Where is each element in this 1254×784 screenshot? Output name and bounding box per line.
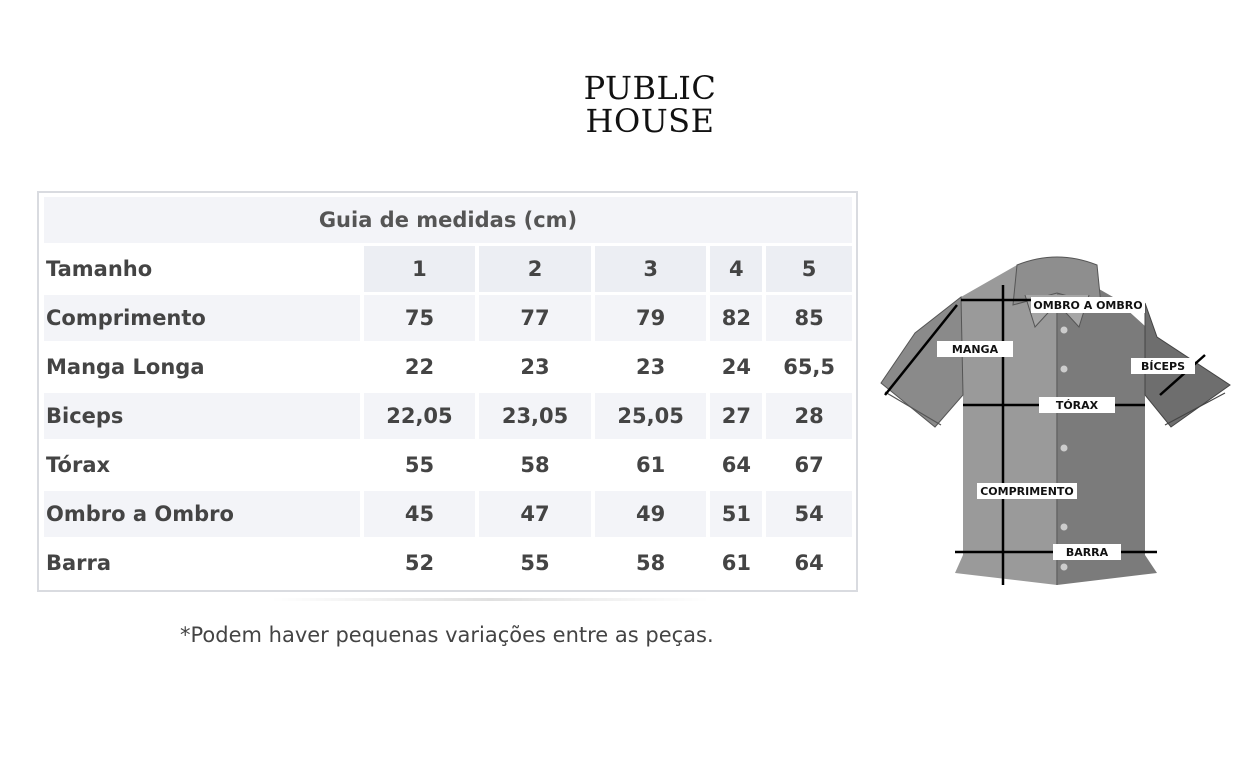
cell: 65,5 — [766, 344, 852, 390]
table-row — [44, 295, 852, 341]
table-row — [44, 442, 852, 488]
cell: 22,05 — [364, 393, 476, 439]
size-header: 3 — [595, 246, 707, 292]
label-biceps-text: BÍCEPS — [1140, 360, 1186, 373]
label-length — [977, 483, 1077, 499]
row-label: Barra — [44, 540, 360, 586]
cell: 61 — [710, 540, 762, 586]
button-icon — [1061, 524, 1068, 531]
row-label: Biceps — [44, 393, 360, 439]
cell: 49 — [595, 491, 707, 537]
label-sleeve — [937, 341, 1013, 357]
size-header: 2 — [479, 246, 591, 292]
header-label: Tamanho — [44, 246, 360, 292]
cell: 82 — [710, 295, 762, 341]
cell: 52 — [364, 540, 476, 586]
cell: 25,05 — [595, 393, 707, 439]
label-sleeve-text: MANGA — [951, 343, 999, 356]
cell: 45 — [364, 491, 476, 537]
cell: 22 — [364, 344, 476, 390]
cell: 23,05 — [479, 393, 591, 439]
label-shoulder-text: OMBRO A OMBRO — [1033, 299, 1143, 312]
table-row — [44, 540, 852, 586]
table-row — [44, 344, 852, 390]
button-icon — [1061, 327, 1068, 334]
cell: 23 — [479, 344, 591, 390]
cell: 61 — [595, 442, 707, 488]
brand-logo — [560, 69, 740, 140]
cell: 47 — [479, 491, 591, 537]
shirt-left-sleeve — [881, 297, 963, 427]
label-hem — [1053, 544, 1121, 560]
cell: 28 — [766, 393, 852, 439]
cell: 85 — [766, 295, 852, 341]
cell: 55 — [479, 540, 591, 586]
button-icon — [1061, 366, 1068, 373]
row-label: Ombro a Ombro — [44, 491, 360, 537]
cell: 23 — [595, 344, 707, 390]
table-row — [44, 491, 852, 537]
brand-line-2: HOUSE — [585, 102, 715, 140]
size-guide-table — [37, 191, 858, 592]
label-length-text: COMPRIMENTO — [980, 485, 1074, 498]
cell: 51 — [710, 491, 762, 537]
button-icon — [1061, 445, 1068, 452]
cell: 58 — [595, 540, 707, 586]
button-icon — [1061, 564, 1068, 571]
cell: 79 — [595, 295, 707, 341]
row-label: Manga Longa — [44, 344, 360, 390]
cell: 75 — [364, 295, 476, 341]
cell: 24 — [710, 344, 762, 390]
cell: 77 — [479, 295, 591, 341]
table-title: Guia de medidas (cm) — [44, 197, 852, 243]
cell: 27 — [710, 393, 762, 439]
cell: 64 — [710, 442, 762, 488]
cell: 55 — [364, 442, 476, 488]
size-header: 1 — [364, 246, 476, 292]
row-label: Tórax — [44, 442, 360, 488]
brand-line-1: PUBLIC — [583, 69, 717, 107]
size-header: 4 — [710, 246, 762, 292]
label-chest-text: TÓRAX — [1055, 399, 1099, 412]
label-biceps — [1131, 358, 1195, 374]
cell: 67 — [766, 442, 852, 488]
shirt-diagram — [875, 255, 1240, 595]
table-row — [44, 393, 852, 439]
table-shadow — [270, 598, 710, 601]
size-header: 5 — [766, 246, 852, 292]
label-shoulder — [1031, 297, 1145, 313]
label-hem-text: BARRA — [1065, 546, 1109, 559]
label-chest — [1039, 397, 1115, 413]
variation-note: *Podem haver pequenas variações entre as peças. — [180, 623, 714, 647]
cell: 64 — [766, 540, 852, 586]
cell: 54 — [766, 491, 852, 537]
cell: 58 — [479, 442, 591, 488]
row-label: Comprimento — [44, 295, 360, 341]
